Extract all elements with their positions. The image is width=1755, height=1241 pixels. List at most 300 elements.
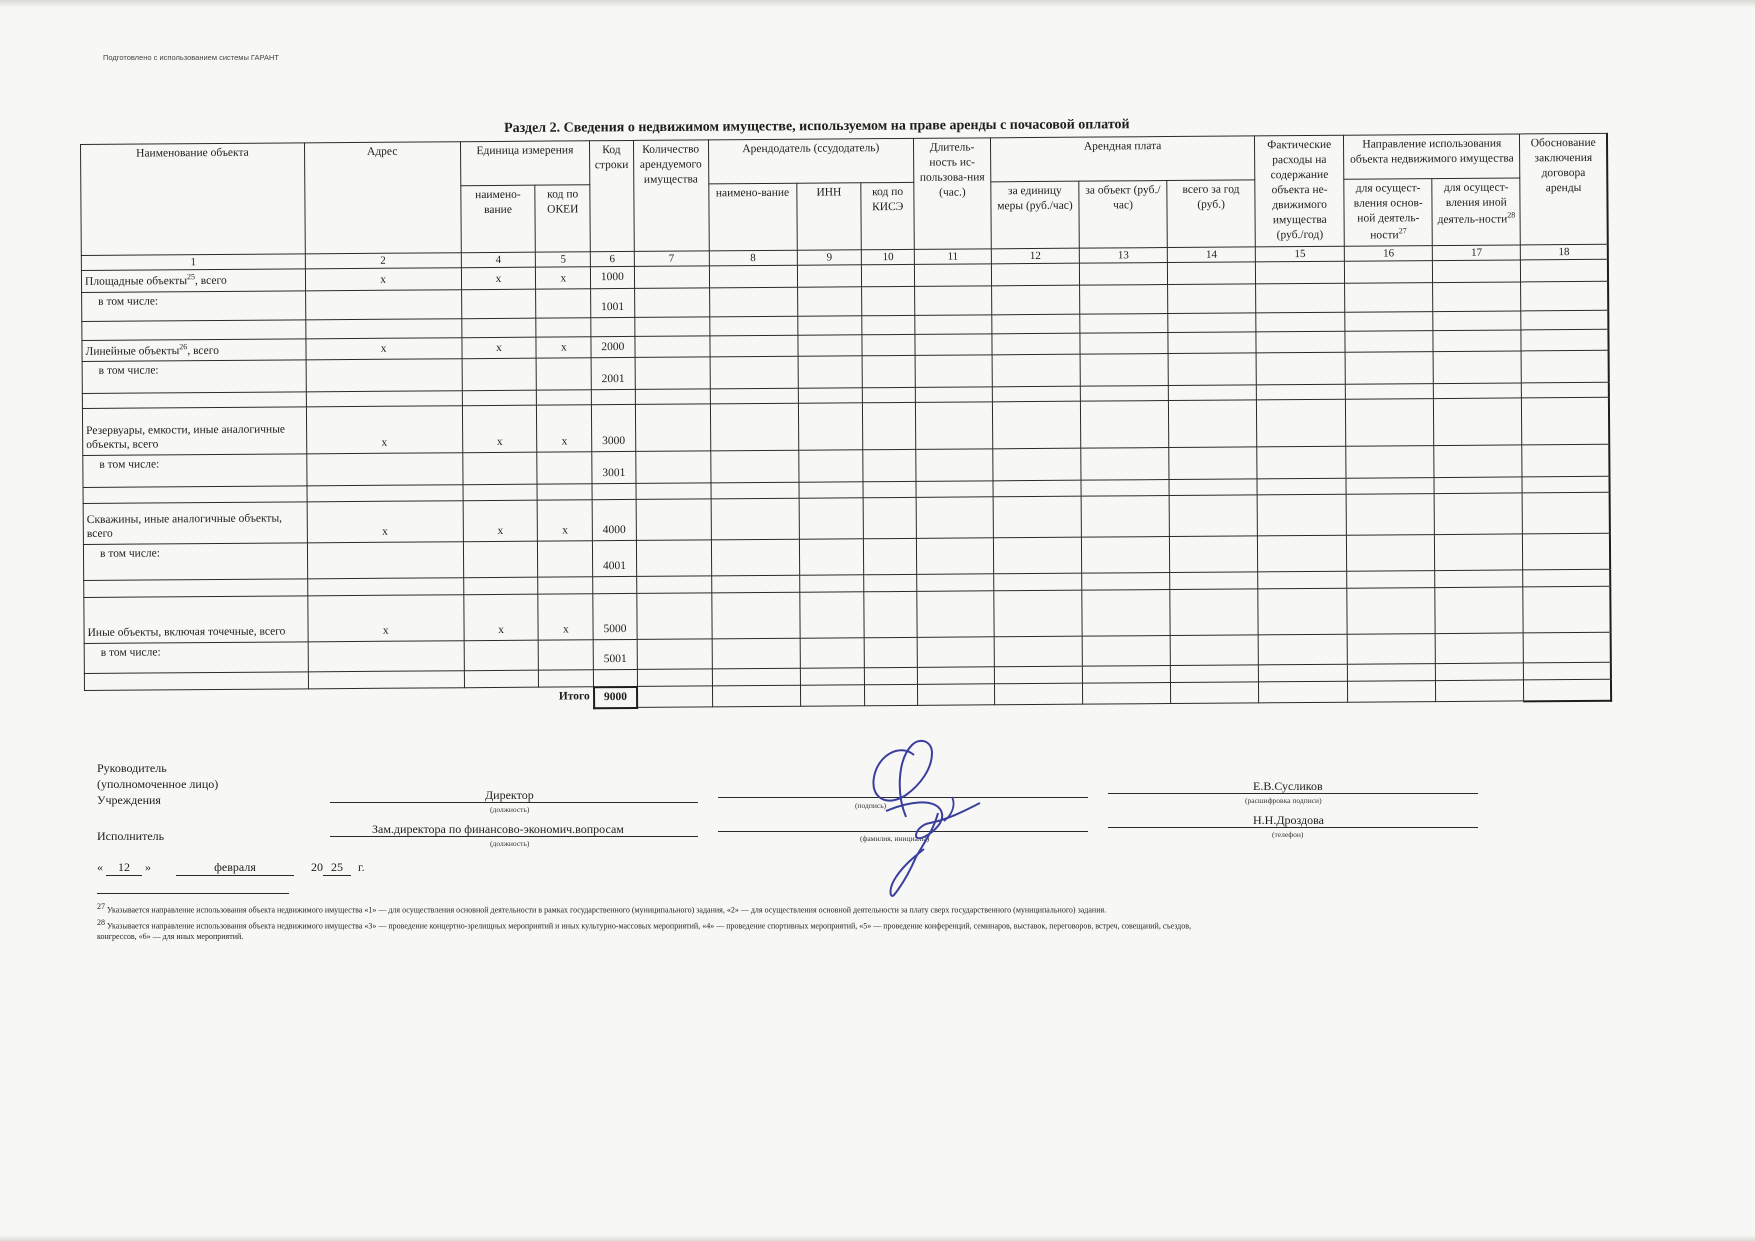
empty-cell <box>1523 587 1610 634</box>
empty-cell <box>82 319 306 340</box>
empty-cell <box>798 356 863 388</box>
empty-cell <box>992 402 1080 450</box>
empty-cell <box>635 389 710 405</box>
empty-cell <box>1521 351 1608 384</box>
empty-cell <box>1169 400 1257 448</box>
footnote-ref-27: 27 <box>1398 226 1407 236</box>
empty-cell <box>863 403 916 450</box>
empty-cell <box>799 575 864 592</box>
empty-cell <box>537 358 592 390</box>
header-lessor: Арендодатель (ссудодатель) <box>708 138 914 184</box>
total-code-cell: 9000 <box>594 687 638 708</box>
empty-cell <box>84 672 308 691</box>
empty-cell <box>1347 588 1435 635</box>
empty-cell <box>797 286 862 315</box>
empty-cell <box>306 453 462 486</box>
empty-cell <box>1346 399 1434 447</box>
okei-cell: x <box>537 405 592 452</box>
unit-name-cell: x <box>462 406 537 454</box>
empty-cell <box>1080 332 1168 354</box>
empty-cell <box>917 591 994 638</box>
row-label-reservoirs: Резервуары, емкости, иные аналогичные объекты, всего <box>82 407 306 456</box>
empty-cell <box>636 540 711 577</box>
empty-cell <box>1257 479 1346 496</box>
signature-caption: (подпись) <box>855 801 887 810</box>
empty-cell <box>1081 448 1169 481</box>
row-code-cell: 3000 <box>592 405 636 452</box>
empty-cell <box>1433 351 1521 384</box>
empty-cell <box>1433 311 1521 331</box>
row-code-cell: 2000 <box>591 336 635 358</box>
empty-cell <box>711 499 799 541</box>
empty-cell <box>1434 477 1522 494</box>
empty-cell <box>536 288 591 317</box>
empty-cell <box>594 670 638 687</box>
empty-cell <box>993 538 1081 575</box>
empty-cell <box>915 402 992 450</box>
empty-cell <box>1435 534 1523 571</box>
empty-cell <box>1256 312 1345 332</box>
header-direction-main: для осущест-вления основ-ной деятель-ности$^{27}$ <box>1344 179 1433 246</box>
empty-cell <box>1345 282 1433 312</box>
empty-cell <box>308 671 464 689</box>
empty-cell <box>709 316 797 336</box>
empty-cell <box>1168 313 1256 333</box>
empty-cell <box>1168 385 1256 401</box>
executor-position: Зам.директора по финансово-экономич.вопросам <box>372 822 624 836</box>
header-rent: Арендная плата <box>990 136 1255 182</box>
empty-cell <box>1169 479 1257 496</box>
empty-cell <box>710 404 798 452</box>
empty-cell <box>994 637 1082 668</box>
empty-cell <box>591 317 635 336</box>
row-label-other-objects: Иные объекты, включая точечные, всего <box>84 596 308 644</box>
empty-cell <box>863 482 916 498</box>
empty-cell <box>797 315 862 334</box>
header-basis: Обоснование заключения договора аренды <box>1520 133 1608 244</box>
empty-cell <box>1434 445 1522 478</box>
empty-cell <box>1436 680 1524 702</box>
column-number: 7 <box>634 250 709 266</box>
property-table <box>80 133 1612 713</box>
empty-cell <box>862 264 915 286</box>
empty-cell <box>1522 398 1609 446</box>
footnote-27: $^{27}$ Указывается направление использования объекта недвижимого имущества «1» — для осуществления основной деятельности в рамках государственного (муниципального) задания, «2» — для осуществления основной деятельности за плату сверх государственного (муниципального) задания. <box>97 902 1107 915</box>
empty-cell <box>994 574 1082 592</box>
handwritten-signature-icon <box>840 733 1000 898</box>
empty-cell <box>1082 636 1170 667</box>
row-label-subtotal: в том числе: <box>84 642 308 674</box>
empty-cell <box>637 639 712 670</box>
row-label-area-objects: Площадные объекты$^{25}$, всего <box>81 269 305 292</box>
head-position-caption: (должность) <box>490 805 530 814</box>
empty-cell <box>1170 665 1258 683</box>
empty-cell <box>1080 313 1168 333</box>
empty-cell <box>1347 634 1435 665</box>
empty-cell <box>1523 570 1610 588</box>
empty-cell <box>915 387 992 403</box>
empty-cell <box>992 314 1080 334</box>
empty-cell <box>636 483 711 500</box>
empty-cell <box>636 499 711 541</box>
empty-cell <box>916 538 993 575</box>
empty-cell <box>1257 495 1346 537</box>
total-label: Итого <box>85 687 594 712</box>
empty-cell <box>993 497 1081 539</box>
empty-cell <box>916 481 993 498</box>
garant-note: Подготовлено с использованием системы ГАРАНТ <box>103 53 279 62</box>
empty-cell <box>862 315 915 334</box>
empty-cell <box>916 449 993 482</box>
footnote-separator <box>97 893 289 894</box>
empty-cell <box>797 265 862 287</box>
empty-cell <box>1259 665 1348 683</box>
empty-cell <box>462 391 537 407</box>
date-day: 12 <box>106 860 142 876</box>
empty-cell <box>637 669 712 687</box>
empty-cell <box>1435 570 1523 588</box>
row-label-subtotal: в том числе: <box>83 454 307 488</box>
empty-cell <box>994 591 1082 638</box>
property-table-wrapper <box>80 133 1612 713</box>
empty-cell <box>1256 283 1345 313</box>
empty-cell <box>798 450 863 482</box>
empty-cell <box>798 388 863 403</box>
empty-cell <box>865 685 918 706</box>
empty-cell <box>710 451 798 484</box>
empty-cell <box>865 668 918 685</box>
empty-cell <box>637 686 712 707</box>
footnote-28: $^{28}$ Указывается направление использования объекта недвижимого имущества «3» — проведение концертно-зрелищных мероприятий и иных культурно-массовых мероприятий, «4» — проведение спортивных мероприятий, «5» — проведение конференций, семинаров, выставок, переговоров, встреч, совещаний, съездов, <box>97 918 1192 931</box>
empty-cell <box>1435 587 1523 634</box>
empty-cell <box>635 451 710 484</box>
empty-cell <box>464 671 539 689</box>
unit-name-cell: x <box>463 501 538 543</box>
column-number: 9 <box>797 249 862 265</box>
column-number: 13 <box>1079 247 1167 263</box>
empty-cell <box>916 497 993 539</box>
empty-cell <box>635 357 710 390</box>
row-code-cell: 4000 <box>592 500 636 541</box>
empty-cell <box>1081 480 1169 497</box>
empty-cell <box>915 285 992 315</box>
empty-cell <box>991 263 1079 285</box>
header-row-code: Код строки <box>590 140 634 251</box>
empty-cell <box>992 333 1080 355</box>
empty-cell <box>1170 536 1258 573</box>
empty-cell <box>305 289 461 319</box>
date-month: февраля <box>176 860 294 876</box>
empty-cell <box>1080 386 1168 402</box>
phone-caption: (телефон) <box>1272 830 1304 839</box>
empty-cell <box>712 669 800 687</box>
empty-cell <box>1082 666 1170 684</box>
empty-cell <box>711 483 799 500</box>
address-cell: x <box>306 406 462 454</box>
empty-cell <box>1522 493 1609 535</box>
empty-cell <box>1080 401 1168 449</box>
empty-cell <box>539 670 594 687</box>
head-label-2: (уполномоченное лицо) <box>97 777 219 791</box>
empty-cell <box>463 578 538 596</box>
empty-cell <box>306 391 462 407</box>
empty-cell <box>306 359 462 392</box>
empty-cell <box>463 485 538 502</box>
empty-cell <box>992 285 1080 315</box>
name-caption: (расшифровка подписи) <box>1245 796 1322 805</box>
empty-cell <box>1524 680 1611 702</box>
empty-cell <box>536 317 591 336</box>
empty-cell <box>461 318 536 338</box>
empty-cell <box>799 539 864 575</box>
empty-cell <box>635 336 710 358</box>
section-title: Раздел 2. Сведения о недвижимом имуществе, используемом на праве аренды с почасовой оплатой <box>504 117 1130 136</box>
empty-cell <box>863 388 916 403</box>
empty-cell <box>1345 352 1433 385</box>
empty-cell <box>1081 496 1169 538</box>
head-name-line <box>1108 793 1478 794</box>
empty-cell <box>1082 590 1170 637</box>
empty-cell <box>308 641 464 672</box>
unit-name-cell: x <box>463 595 538 642</box>
empty-cell <box>1168 332 1256 354</box>
row-code-cell: 2001 <box>591 358 635 390</box>
empty-cell <box>462 453 537 486</box>
empty-cell <box>1524 663 1611 681</box>
empty-cell <box>1256 353 1345 386</box>
empty-cell <box>1167 262 1255 284</box>
empty-cell <box>864 498 917 539</box>
unit-name-cell: x <box>461 267 536 289</box>
empty-cell <box>800 668 865 685</box>
empty-cell <box>994 684 1082 706</box>
empty-cell <box>1521 329 1608 351</box>
header-lessor-name: наимено-вание <box>708 183 797 250</box>
empty-cell <box>1433 330 1521 352</box>
unit-name-cell: x <box>462 337 537 359</box>
empty-cell <box>463 542 538 579</box>
empty-cell <box>1171 682 1259 704</box>
empty-cell <box>1257 400 1346 448</box>
header-lessor-kise: код по КИСЭ <box>861 182 914 249</box>
row-code-cell: 1001 <box>591 288 635 317</box>
empty-cell <box>462 359 537 392</box>
empty-cell <box>798 403 863 450</box>
column-number: 14 <box>1167 246 1255 262</box>
empty-cell <box>305 318 461 338</box>
empty-cell <box>864 575 917 592</box>
empty-cell <box>1080 354 1168 387</box>
header-duration: Длитель-ность ис-пользова-ния (час.) <box>914 138 992 249</box>
header-rent-object: за объект (руб./час) <box>1079 181 1168 248</box>
empty-cell <box>1522 445 1609 478</box>
empty-cell <box>1348 681 1436 703</box>
empty-cell <box>799 498 864 539</box>
empty-cell <box>1434 493 1522 535</box>
empty-cell <box>1258 589 1347 636</box>
empty-cell <box>709 265 797 287</box>
empty-cell <box>1434 383 1522 399</box>
empty-cell <box>992 387 1080 403</box>
empty-cell <box>537 484 592 500</box>
empty-cell <box>918 684 995 706</box>
row-label-wells: Скважины, иные аналогичные объекты, всего <box>83 502 307 545</box>
executor-label: Исполнитель <box>97 829 165 843</box>
empty-cell <box>994 667 1082 685</box>
row-code-cell: 1000 <box>591 266 635 288</box>
head-label-3: Учреждения <box>97 793 161 807</box>
empty-cell <box>1346 478 1434 495</box>
column-number: 16 <box>1345 245 1433 261</box>
empty-cell <box>1346 494 1434 536</box>
column-number: 8 <box>709 250 797 266</box>
empty-cell <box>1170 635 1258 666</box>
empty-cell <box>1169 495 1257 537</box>
column-number: 17 <box>1433 245 1521 261</box>
header-lessor-inn: ИНН <box>796 183 861 250</box>
page-top-shadow <box>0 0 1755 8</box>
empty-cell <box>634 317 709 337</box>
empty-cell <box>799 482 864 498</box>
empty-cell <box>800 638 865 668</box>
empty-cell <box>1522 383 1609 399</box>
empty-cell <box>1257 447 1346 480</box>
column-number: 11 <box>914 248 991 264</box>
okei-cell: x <box>538 500 593 541</box>
empty-cell <box>1081 537 1169 574</box>
empty-cell <box>1523 534 1610 571</box>
empty-cell <box>992 355 1080 388</box>
row-code-cell: 3001 <box>592 452 636 484</box>
empty-cell <box>464 641 539 672</box>
empty-cell <box>915 314 992 334</box>
column-number: 6 <box>590 251 634 267</box>
empty-cell <box>1258 536 1347 573</box>
date-line: « 12 » февраля 20 25 г. <box>97 860 365 874</box>
empty-cell <box>83 486 307 504</box>
empty-cell <box>711 540 799 577</box>
row-label-subtotal: в том числе: <box>82 360 306 394</box>
empty-cell <box>1256 385 1345 401</box>
empty-cell <box>1345 260 1433 282</box>
empty-cell <box>993 449 1081 482</box>
empty-cell <box>709 287 797 317</box>
empty-cell <box>710 389 798 405</box>
header-unit-okei: код по ОКЕИ <box>535 185 590 252</box>
empty-cell <box>1347 571 1435 589</box>
empty-cell <box>862 356 915 388</box>
column-number: 10 <box>862 249 915 265</box>
empty-cell <box>634 266 709 288</box>
empty-cell <box>1436 663 1524 681</box>
address-cell: x <box>308 595 464 642</box>
row-label-linear-objects: Линейные объекты$^{26}$, всего <box>82 338 306 361</box>
empty-cell <box>592 484 636 500</box>
empty-cell <box>1433 282 1521 312</box>
row-code-cell: 5000 <box>593 594 637 640</box>
executor-name: Н.Н.Дроздова <box>1253 813 1324 827</box>
address-cell: x <box>307 501 463 543</box>
empty-cell <box>1345 330 1433 352</box>
okei-cell: x <box>538 594 593 640</box>
empty-cell <box>307 542 463 579</box>
page-bottom-shadow <box>0 1235 1755 1241</box>
empty-cell <box>1079 262 1167 284</box>
empty-cell <box>1080 284 1168 314</box>
empty-cell <box>84 579 308 598</box>
empty-cell <box>1258 635 1347 666</box>
empty-cell <box>1434 398 1522 446</box>
row-code-cell: 5001 <box>593 640 637 670</box>
empty-cell <box>1346 384 1434 400</box>
empty-cell <box>1083 683 1171 705</box>
empty-cell <box>635 404 710 452</box>
head-name: Е.В.Сусликов <box>1253 779 1323 793</box>
empty-cell <box>539 640 594 670</box>
empty-cell <box>1168 353 1256 386</box>
header-direction: Направление использования объекта недвижимого имущества <box>1344 134 1520 179</box>
empty-cell <box>1521 259 1608 281</box>
empty-cell <box>800 685 865 706</box>
header-unit: Единица измерения <box>460 141 590 186</box>
column-number: 5 <box>536 251 591 267</box>
empty-cell <box>1258 572 1347 590</box>
empty-cell <box>1170 589 1258 636</box>
header-unit-name: наимено-вание <box>460 185 535 252</box>
empty-cell <box>917 667 994 685</box>
empty-cell <box>1169 447 1257 480</box>
column-number: 18 <box>1521 244 1608 260</box>
empty-cell <box>799 592 864 638</box>
okei-cell: x <box>536 336 591 358</box>
empty-cell <box>711 593 799 640</box>
empty-cell <box>1433 260 1521 282</box>
empty-cell <box>993 481 1081 498</box>
header-rent-year: всего за год (руб.) <box>1167 180 1256 247</box>
empty-cell <box>591 390 635 405</box>
empty-cell <box>636 576 711 594</box>
empty-cell <box>1435 633 1523 664</box>
empty-cell <box>1346 446 1434 479</box>
address-cell: x <box>306 337 462 360</box>
empty-cell <box>538 577 593 594</box>
header-actual-costs: Фактические расходы на содержание объекта не-движимого имущества (руб./год) <box>1255 135 1345 246</box>
head-position-line <box>330 802 698 803</box>
empty-cell <box>862 286 915 315</box>
empty-cell <box>917 574 994 592</box>
head-label-1: Руководитель <box>97 761 167 775</box>
row-label-subtotal: в том числе: <box>83 543 307 581</box>
empty-cell <box>82 392 306 409</box>
empty-cell <box>1256 261 1345 283</box>
okei-cell: x <box>536 267 591 289</box>
column-number: 1 <box>81 253 305 270</box>
empty-cell <box>1256 331 1345 353</box>
header-name: Наименование объекта <box>81 143 306 255</box>
column-number: 4 <box>461 252 536 268</box>
empty-cell <box>1170 572 1258 590</box>
header-address: Адрес <box>304 142 461 254</box>
empty-cell <box>634 288 709 318</box>
head-position: Директор <box>485 788 534 802</box>
empty-cell <box>915 333 992 355</box>
empty-cell <box>636 593 711 640</box>
empty-cell <box>915 355 992 388</box>
empty-cell <box>1345 311 1433 331</box>
executor-fio-caption: (фамилия, инициалы) <box>860 834 930 843</box>
column-number: 2 <box>305 252 461 268</box>
empty-cell <box>865 638 918 668</box>
